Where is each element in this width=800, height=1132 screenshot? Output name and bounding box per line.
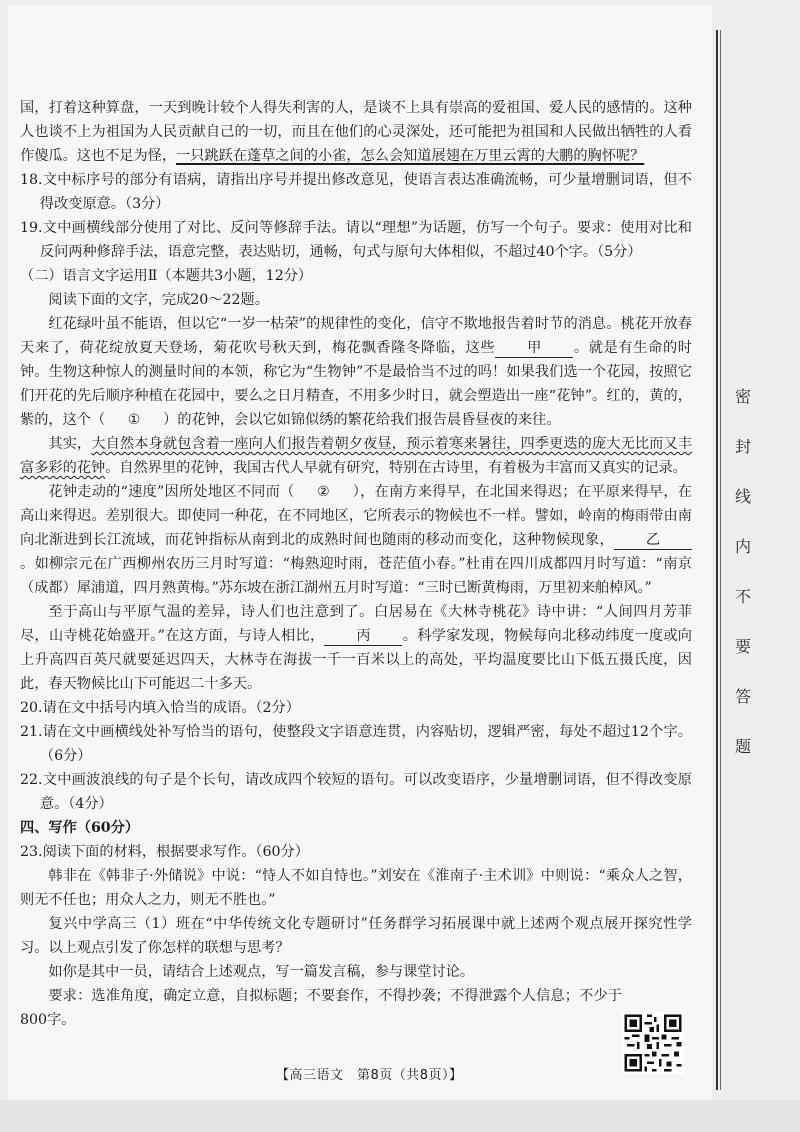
blank-mark-2: ② xyxy=(317,484,330,500)
question-text: 文中画波浪线的句子是个长句，请改成四个较短的语句。可以改变语序，少量增删词语，但不得改变原意。（4分） xyxy=(39,772,692,812)
question-number: 19. xyxy=(20,220,43,236)
question-text: 请在文中括号内填入恰当的成语。（2分） xyxy=(42,700,300,716)
passage-text: 花钟走动的“速度”因所处地区不同而（ xyxy=(48,484,295,500)
question-22 xyxy=(20,768,692,816)
margin-char: 封 xyxy=(734,437,751,456)
qr-code-icon xyxy=(622,1012,684,1074)
passage-text: 。就是有生命的时钟。生物这种惊人的测量时间的本领，称它为“生物钟”不是最恰当不过的吗！如果我们选一个花园，按照它们开花的先后顺序种植在花园中，要么之日月精查，不用多少时日，就会塑造出一座“花钟”。红的，黄的，紫的，这个（ xyxy=(20,340,692,428)
question-number: 18. xyxy=(20,172,43,188)
material-quote: 韩非在《韩非子·外储说》中说：“恃人不如自恃也。”刘安在《淮南子·主术训》中则说：“乘众人之智，则无不任也；用众人之力，则无不胜也。” xyxy=(20,868,692,908)
question-number: 22. xyxy=(20,772,43,788)
blank-bing: 丙 xyxy=(324,627,402,646)
passage-paragraph-3 xyxy=(20,480,692,600)
binding-margin-notice xyxy=(732,372,754,772)
question-text: 请在文中画横线处补写恰当的语句，使整段文字语意连贯，内容贴切，逻辑严密，每处不超过12个字。（6分） xyxy=(39,724,692,764)
page-footer: 【高三语文 第8页（共8页）】 xyxy=(276,1068,463,1083)
passage-text: 。如柳宗元在广西柳州农历三月时写道：“梅熟迎时雨，苍茫值小春。”杜甫在四川成都四月时写道：“南京（成都）犀浦道，四月熟黄梅。”苏东坡在浙江湖州五月时写道：“三时已断黄梅雨，万里初来舶棹风。” xyxy=(20,556,692,596)
blank-mark-1: ① xyxy=(127,412,141,428)
margin-char: 不 xyxy=(734,587,751,606)
passage-text: 。科学家发现，物候每向北移动纬度一度或向上升高四百英尺就要延迟四天，大林寺在海拔一千一百米以上的高处，平均温度要比山下低五摄氏度，因此，春天物候比山下可能迟二十多天。 xyxy=(20,628,692,692)
question-18 xyxy=(20,168,692,216)
question-text: 阅读下面的材料，根据要求写作。（60分） xyxy=(42,844,309,860)
passage-text: 红花绿叶虽不能语，但以它“一岁一枯荣”的规律性的变化，信守不欺地报告着时节的消息。桃花开放春天来了，荷花绽放夏天登场，菊花吹号秋天到，梅花飘香隆冬降临，这些 xyxy=(20,316,692,356)
underlined-sentence: 一只跳跃在蓬草之间的小雀，怎么会知道展翅在万里云霄的大鹏的胸怀呢？ xyxy=(176,148,645,164)
margin-char: 要 xyxy=(734,637,751,656)
question-text: 文中画横线部分使用了对比、反问等修辞手法。请以“理想”为话题，仿写一个句子。要求：使用对比和反问两种修辞手法，语意完整，表达贴切，通畅，句式与原句大体相似，不超过40个字。（5分） xyxy=(39,220,692,260)
passage-text: 。自然界里的花钟，我国古代人早就有研究，特别在古诗里，有着极为丰富而又真实的记录。 xyxy=(105,460,687,476)
question-20 xyxy=(20,696,692,720)
passage-text: ），在南方来得早，在北国来得迟；在平原来得早，在高山来得迟。差别很大。即使同一种花，在不同地区，它所表示的物候也不一样。譬如，岭南的梅雨带由南向北渐进到长江流域，而花钟指标从南到北的成熟时间也随雨的移动而变化，这种物候现象， xyxy=(20,484,692,548)
section-2-intro: 阅读下面的文字，完成20～22题。 xyxy=(48,292,269,308)
question-21 xyxy=(20,720,692,768)
question-number: 21. xyxy=(20,724,43,740)
question-19 xyxy=(20,216,692,264)
paragraph-top xyxy=(20,96,692,168)
passage-paragraph-2 xyxy=(20,432,692,480)
question-23 xyxy=(20,840,692,864)
margin-char: 题 xyxy=(734,737,751,756)
section-4-heading: 四、写作（60分） xyxy=(20,820,140,836)
passage-paragraph-4 xyxy=(20,600,692,696)
question-text: 文中标序号的部分有语病，请指出序号并提出修改意见，使语言表达准确流畅，可少量增删词语，但不得改变原意。（3分） xyxy=(39,172,692,212)
margin-char: 内 xyxy=(734,537,751,556)
passage-text: 至于高山与平原气温的差异，诗人们也注意到了。白居易在《大林寺桃花》诗中讲：“人间四月芳菲尽，山寺桃花始盛开。”在这方面，与诗人相比， xyxy=(20,604,692,644)
passage-text: 其实， xyxy=(48,436,92,452)
binding-line-inner xyxy=(720,30,721,1090)
paragraph-top-text: 国，打着这种算盘，一天到晚计较个人得失利害的人，是谈不上具有崇高的爱祖国、爱人民的感情的。这种人也谈不上为祖国为人民贡献自己的一切，而且在他们的心灵深处，还可能把为祖国和人民做出牺牲的人看作傻瓜。这也不足为怪， xyxy=(20,100,692,164)
passage-text: ）的花钟，会以它如锦似绣的繁花给我们报告晨昏昼夜的来往。 xyxy=(163,412,561,428)
margin-char: 答 xyxy=(734,687,751,706)
scan-bottom-edge xyxy=(0,1100,800,1132)
writing-requirements: 要求：选准角度，确定立意，自拟标题；不要套作，不得抄袭；不得泄露个人信息；不少于800字。 xyxy=(20,988,622,1028)
question-number: 20. xyxy=(20,700,43,716)
blank-yi: 乙 xyxy=(614,531,692,550)
margin-char: 线 xyxy=(734,487,751,506)
blank-jia: 甲 xyxy=(495,339,573,358)
wavy-underlined-sentence: 大自然本身就包含着一座向人们报告着朝夕夜昼，预示着寒来暑往，四季更迭的庞大无比而又丰富多彩的花钟 xyxy=(20,436,692,476)
exam-content xyxy=(20,96,692,1032)
margin-char: 密 xyxy=(734,387,751,406)
binding-line xyxy=(716,30,718,1090)
writing-task: 如你是其中一员，请结合上述观点，写一篇发言稿，参与课堂讨论。 xyxy=(48,964,475,980)
section-2-heading: （二）语言文字运用Ⅱ（本题共3小题，12分） xyxy=(20,268,313,284)
material-context: 复兴中学高三（1）班在“中华传统文化专题研讨”任务群学习拓展课中就上述两个观点展开探究性学习。以上观点引发了你怎样的联想与思考？ xyxy=(20,916,692,956)
passage-paragraph-1 xyxy=(20,312,692,432)
question-number: 23. xyxy=(20,844,43,860)
